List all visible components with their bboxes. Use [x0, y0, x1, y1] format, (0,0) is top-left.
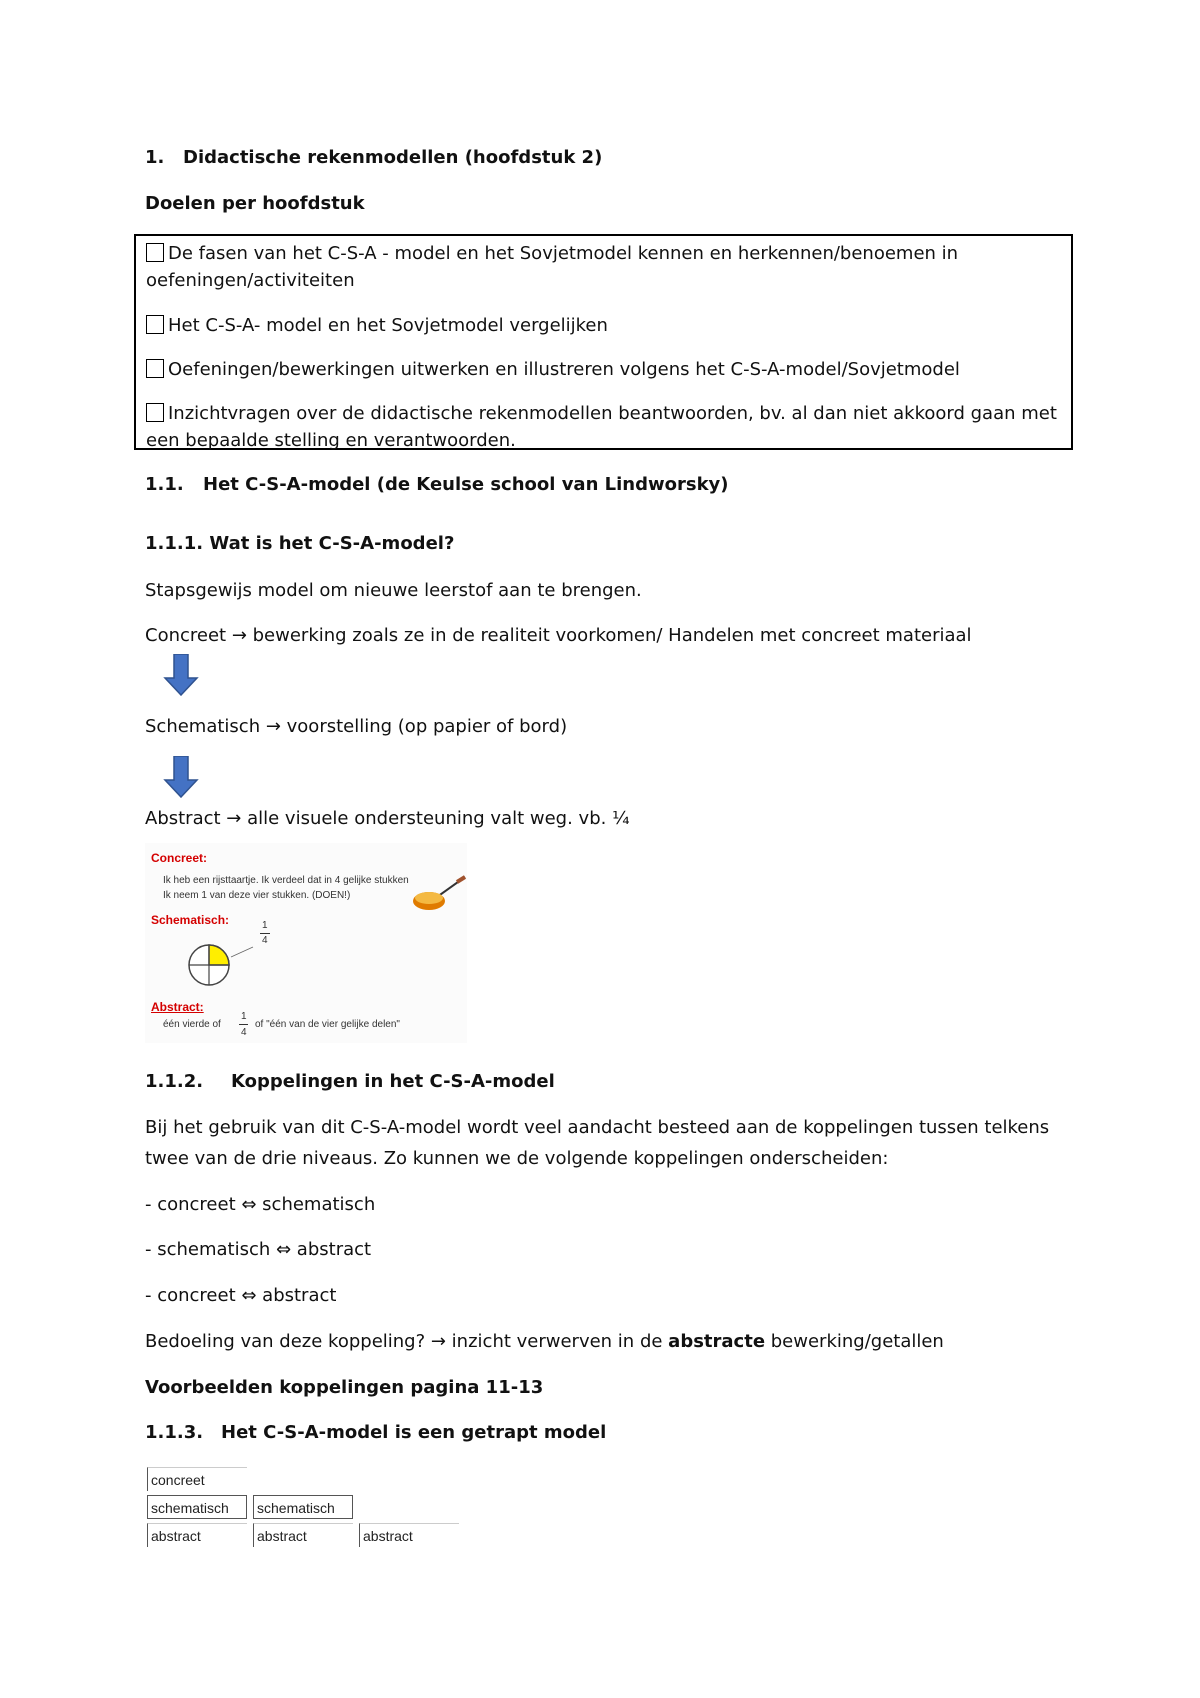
figure-concreet-label: Concreet: [151, 851, 208, 865]
goal-text: Inzichtvragen over de didactische rekenmodellen beantwoorden, bv. al dan niet akkoord gaan met een bepaalde stelling en verantwoorden. [146, 403, 1057, 451]
heading-1-1-3-title: Het C-S-A-model is een getrapt model [221, 1422, 607, 1443]
link-item: - schematisch ⇔ abstract [145, 1239, 372, 1260]
link-item: - concreet ⇔ schematisch [145, 1194, 376, 1215]
figure-fraction-numerator: 1 [262, 920, 268, 931]
goal-item [146, 240, 1061, 294]
checkbox[interactable] [146, 243, 164, 262]
table-cell: abstract [147, 1523, 247, 1547]
heading-1-1-2-number: 1.1.2. [145, 1071, 204, 1092]
doelen-title: Doelen per hoofdstuk [145, 193, 365, 214]
table-cell: concreet [147, 1467, 247, 1491]
step-abstract: Abstract → alle visuele ondersteuning valt weg. vb. ¼ [145, 808, 630, 829]
heading-1-1-number: 1.1. [145, 474, 184, 495]
heading-1-1-2 [145, 1067, 555, 1097]
heading-1-number: 1. [145, 147, 165, 168]
checkbox[interactable] [146, 315, 164, 334]
figure-concreet-line2: Ik neem 1 van deze vier stukken. (DOEN!) [163, 890, 351, 901]
figure-abstract-text1: één vierde of [163, 1019, 221, 1030]
paragraph-koppel-line1: Bij het gebruik van dit C-S-A-model wordt veel aandacht besteed aan de koppelingen tussen telkens [145, 1117, 1050, 1138]
bedoeling-bold: abstracte [668, 1331, 766, 1352]
goal-text: Oefeningen/bewerkingen uitwerken en illustreren volgens het C-S-A-model/Sovjetmodel [168, 359, 960, 380]
goal-text: De fasen van het C-S-A - model en het Sovjetmodel kennen en herkennen/benoemen in oefeningen/activiteiten [146, 243, 959, 291]
heading-1-1-1: 1.1.1. Wat is het C-S-A-model? [145, 533, 455, 554]
checkbox[interactable] [146, 403, 164, 422]
figure-concreet-line1: Ik heb een rijsttaartje. Ik verdeel dat in 4 gelijke stukken [163, 875, 409, 886]
link-item: - concreet ⇔ abstract [145, 1285, 337, 1306]
fraction-bar [239, 1024, 248, 1025]
figure-abstract-label: Abstract: [151, 1000, 204, 1014]
heading-1-1-3 [145, 1418, 606, 1448]
figure-abstract-numerator: 1 [241, 1011, 247, 1022]
quarter-circle-diagram [185, 929, 265, 989]
goal-item [146, 356, 1061, 383]
heading-1 [145, 143, 602, 173]
goal-item [146, 400, 1061, 454]
heading-1-1 [145, 470, 729, 500]
tart-with-knife-icon [413, 871, 467, 915]
table-cell: schematisch [147, 1495, 247, 1519]
paragraph-stapsgewijs: Stapsgewijs model om nieuwe leerstof aan te brengen. [145, 580, 642, 601]
step-concreet: Concreet → bewerking zoals ze in de realiteit voorkomen/ Handelen met concreet materiaal [145, 625, 972, 646]
paragraph-bedoeling [145, 1327, 944, 1357]
arrow-down-icon [163, 654, 199, 696]
heading-1-1-3-number: 1.1.3. [145, 1422, 204, 1443]
paragraph-koppel-line2: twee van de drie niveaus. Zo kunnen we de volgende koppelingen onderscheiden: [145, 1148, 889, 1169]
fraction-bar [260, 933, 270, 934]
arrow-down-icon [163, 756, 199, 798]
heading-1-title: Didactische rekenmodellen (hoofdstuk 2) [183, 147, 603, 168]
csa-illustration [145, 843, 467, 1043]
table-cell: schematisch [253, 1495, 353, 1519]
voorbeelden-heading: Voorbeelden koppelingen pagina 11-13 [145, 1377, 544, 1398]
heading-1-1-2-title: Koppelingen in het C-S-A-model [231, 1071, 555, 1092]
step-schematisch: Schematisch → voorstelling (op papier of bord) [145, 716, 568, 737]
figure-abstract-text2: of "één van de vier gelijke delen" [255, 1019, 400, 1030]
bedoeling-prefix: Bedoeling van deze koppeling? → inzicht verwerven in de [145, 1331, 669, 1352]
bedoeling-suffix: bewerking/getallen [765, 1331, 944, 1352]
checkbox[interactable] [146, 359, 164, 378]
table-cell: abstract [359, 1523, 459, 1547]
goals-box [134, 234, 1073, 450]
table-cell: abstract [253, 1523, 353, 1547]
figure-fraction-denominator: 4 [262, 935, 268, 946]
figure-abstract-denominator: 4 [241, 1027, 247, 1038]
heading-1-1-title: Het C-S-A-model (de Keulse school van Lindworsky) [203, 474, 729, 495]
figure-schematisch-label: Schematisch: [151, 913, 230, 927]
goal-item [146, 312, 1061, 339]
goal-text: Het C-S-A- model en het Sovjetmodel vergelijken [168, 315, 608, 336]
